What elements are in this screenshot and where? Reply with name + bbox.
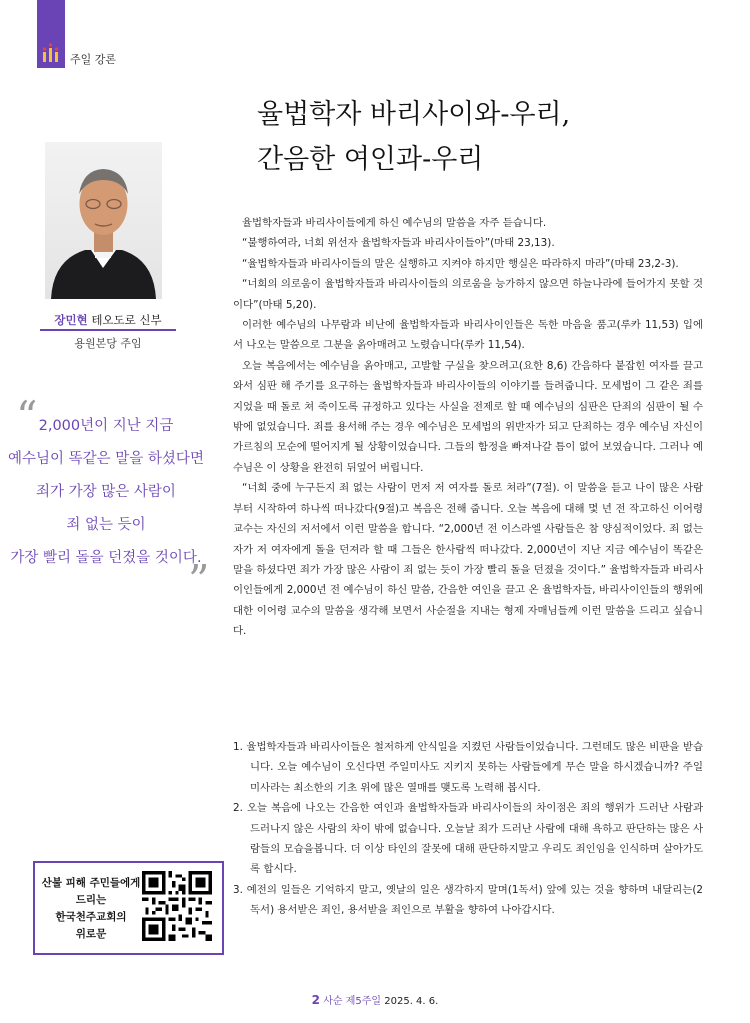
notice-box[interactable] bbox=[33, 861, 224, 955]
publication-date: 2025. 4. 6. bbox=[381, 996, 439, 1007]
pull-quote-line: 죄 없는 듯이 bbox=[66, 517, 146, 533]
qr-code-icon[interactable] bbox=[142, 871, 212, 941]
author-photo bbox=[45, 142, 162, 299]
pull-quote-line: 예수님이 똑같은 말을 하셨다면 bbox=[8, 451, 204, 467]
title-line-1: 율법학자 바리사이와-우리, bbox=[257, 99, 571, 130]
list-item: 1. 율법학자들과 바리사이들은 철저하게 안식일을 지켰던 사람들이었습니다. 그런데도 많은 비판을 받습니다. 오늘 예수님이 오신다면 주일미사도 지키지 못하는 사람들에게 무슨 말을 하시겠습니까? 주일미사라는 최소한의 기초 위에 많은 열매를 맺도록 노력해 봅시다. bbox=[233, 741, 703, 794]
section-label: 주일 강론 bbox=[70, 53, 117, 66]
open-quote-icon: “ bbox=[16, 392, 38, 441]
body-paragraph: “너희의 의로움이 율법학자들과 바리사이들의 의로움을 능가하지 않으면 하늘나라에 들어가지 못할 것이다”(마태 5,20). bbox=[233, 278, 703, 311]
pull-quote-line: 죄가 가장 많은 사람이 bbox=[36, 484, 176, 500]
liturgical-season: 사순 제5주일 bbox=[320, 996, 382, 1007]
article-title bbox=[257, 92, 717, 182]
pull-quote-line: 가장 빨리 돌을 던졌을 것이다. bbox=[10, 550, 202, 566]
author-name bbox=[40, 312, 176, 328]
notice-line: 드리는 bbox=[75, 894, 107, 906]
notice-line: 한국천주교회의 bbox=[55, 911, 127, 923]
title-line-2: 간음한 여인과-우리 bbox=[257, 144, 484, 175]
article-body bbox=[233, 213, 703, 642]
author-baptismal-name: 테오도로 신부 bbox=[87, 313, 162, 327]
list-item: 3. 예전의 일들은 기억하지 말고, 옛날의 일은 생각하지 말며(1독서) 앞에 있는 것을 향하며 내달리는(2독서) 용서받은 죄인, 용서받을 죄인으로 부활을 향하여 나아갑시다. bbox=[233, 883, 703, 917]
priest-portrait-image bbox=[45, 142, 162, 299]
author-name-text: 장민현 bbox=[54, 313, 88, 327]
page-footer bbox=[0, 992, 750, 1007]
body-paragraph: 오늘 복음에서는 예수님을 옭아매고, 고발할 구실을 찾으려고(요한 8,6) 간음하다 붙잡힌 여자를 끌고와서 심판 해 주기를 요구하는 율법학자들과 바리사이들의 이야기를 들려줍니다. 모세법이 그 같은 죄를 지었을 때 돌로 쳐 죽이도록 규정하고 있다는 사실을 전제로 할 때 예수님의 심판은 단죄의 심판이 될 수 밖에 없었습니다. 죄를 용서해 주는 경우 예수님은 모세법의 위반자가 되고 단죄하는 경우 예수님 자신이 가르침의 모순에 떨어지게 될 상황이었습니다. 그들의 함정을 빠져나갈 틈이 없어 보였습니다. 그러나 예수님은 이 상황을 완전히 뒤엎어 버립니다. bbox=[233, 359, 703, 474]
notice-line: 산불 피해 주민들에게 bbox=[41, 877, 141, 889]
body-paragraph: “율법학자들과 바리사이들의 말은 실행하고 지켜야 하지만 행실은 따라하지 마라”(마태 23,2-3). bbox=[242, 257, 679, 270]
body-paragraph: 이러한 예수님의 나무람과 비난에 율법학자들과 바리사이인들은 독한 마음을 품고(루카 11,53) 입에서 나오는 말씀으로 그분을 옭아매려고 노렸습니다(루카 11,54). bbox=[233, 319, 703, 352]
pull-quote-line: 2,000년이 지난 지금 bbox=[38, 418, 174, 434]
body-paragraph: “불행하여라, 너희 위선자 율법학자들과 바리사이들아”(마태 23,13). bbox=[242, 237, 555, 250]
close-quote-icon: ” bbox=[188, 556, 210, 605]
author-role: 용원본당 주임 bbox=[74, 337, 142, 350]
list-item: 2. 오늘 복음에 나오는 간음한 여인과 율법학자들과 바리사이들의 차이점은 죄의 행위가 드러난 사람과 드러나지 않은 사람의 차이 밖에 없습니다. 오늘날 죄가 드러난 사람에 대해 욕하고 판단하는 많은 사람들의 모습을봅니다. 더 이상 타인의 잘못에 대해 판단하지말고 우리도 죄인임을 인식하며 살아가도록 합시다. bbox=[233, 802, 703, 876]
notice-text bbox=[41, 875, 141, 943]
page-number: 2 bbox=[311, 993, 321, 1007]
author-divider bbox=[40, 329, 176, 331]
pull-quote bbox=[0, 410, 212, 575]
notice-line: 위로문 bbox=[75, 928, 107, 940]
body-paragraph: 율법학자들과 바리사이들에게 하신 예수님의 말씀을 자주 듣습니다. bbox=[242, 217, 547, 229]
body-paragraph: “너희 중에 누구든지 죄 없는 사람이 먼저 저 여자를 돌로 쳐라”(7절). 이 말씀을 듣고 나이 많은 사람부터 시작하여 하나씩 떠나갔다(9절)고 복음은 전해 줍니다. 오늘 복음에 대해 몇 년 전 작고하신 이어령 교수는 자신의 저서에서 이런 말씀을 합니다. “2,000년 전 이스라엘 사람들은 참 양심적이었다. 죄 없는 자가 저 여자에게 돌을 던져라 할 때 그들은 한사람씩 떠나갔다. 2,000년이 지난 지금 예수님이 똑같은 말을 하셨다면 죄가 가장 많은 사람이 죄 없는 듯이 가장 빨리 돌을 던졌을 것이다.” 율법학자들과 바리사이인들에게 2,000년 전 예수님이 하신 말씀, 간음한 여인을 끌고 온 율법학자들, 바리사이인들의 행위에 대한 이어령 교수의 말씀을 생각해 보면서 사순절을 지내는 형제 자매님들께 이런 말씀을 드리고 싶습니다. bbox=[233, 482, 703, 638]
numbered-list bbox=[233, 737, 703, 921]
candles-icon bbox=[40, 42, 62, 64]
